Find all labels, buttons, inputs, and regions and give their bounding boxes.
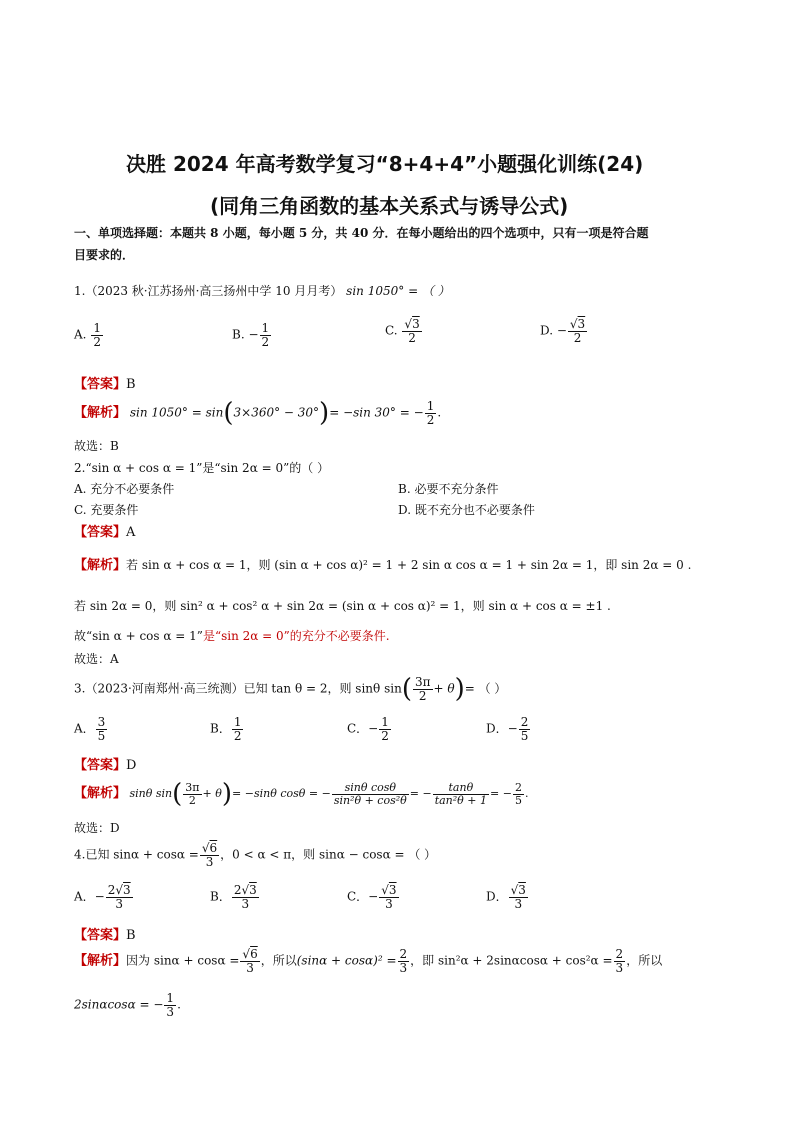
q3-answer: 【答案】D (74, 758, 137, 773)
q2-option-c: C. 充要条件 (74, 503, 139, 517)
q1-option-d: D. − $\frac{√3}{2}$ (540, 317, 586, 345)
section-heading-cont: 目要求的． (74, 248, 135, 262)
q1-option-b: B. − $\frac{1}{2}$ (232, 321, 270, 349)
q2-analysis-line-1: 【解析】若 sin α + cos α = 1，则 (sin α + cos α)² = 1 + 2 sin α cos α = 1 + sin 2α = 1，即 sin 2α = 0 . (74, 558, 692, 573)
q3-option-c: C．− $\frac{1}{2}$ (347, 715, 389, 743)
q4-option-d: D． $\frac{√3}{3}$ (486, 883, 526, 911)
title-line-1: 决胜 2024 年高考数学复习“8+4+4”小题强化训练(24) (126, 152, 644, 176)
q4-stem: 4.已知 sinα + cosα = $\frac{√6}{3}$ ，0 < α < π，则 sinα − cosα = （ ） (74, 841, 437, 869)
q1-stem: 1.（2023 秋·江苏扬州·高三扬州中学 10 月月考） sin 1050° = （ ） (74, 284, 450, 298)
q4-analysis-line-1: 【解析】因为 sinα + cosα = $\frac{√6}{3}$ ，所以(sinα + cosα)² = $\frac{2}{3}$ ，即 sin²α + 2sinαcosα + cos²α = $\frac{2}{3}$ ，所以 (74, 947, 663, 975)
q4-analysis-line-2: 2sinαcosα = − $\frac{1}{3}$ . (74, 991, 181, 1019)
q1-analysis: 【解析】 sin 1050° = sin(3×360° − 30°)= −sin 30° = − $\frac{1}{2}$ . (74, 398, 442, 428)
q2-analysis-line-3: 故“sin α + cos α = 1”是“sin 2α = 0”的充分不必要条件. (74, 629, 390, 643)
q4-option-a: A．− $\frac{2√3}{3}$ (74, 883, 131, 911)
q2-option-d: D. 既不充分也不必要条件 (398, 503, 535, 517)
title-line-2: (同角三角函数的基本关系式与诱导公式) (210, 194, 569, 218)
q1-option-a: A. $\frac{1}{2}$ (74, 321, 101, 349)
q2-choose: 故选：A (74, 652, 119, 666)
q2-option-a: A. 充分不必要条件 (74, 482, 175, 496)
q3-analysis: 【解析】 sinθ sin( $\frac{3\pi}{2}$ + θ)= −sinθ cosθ = − $\frac{\text{sinθ cosθ}}{\text{sin²θ + cos²θ}}$ = − $\frac{\tan\theta}{\text{tan²θ + 1}}$ = − $\frac{2}{5}$ . (74, 779, 529, 809)
q1-option-c: C. $\frac{√3}{2}$ (385, 317, 420, 345)
q1-choose: 故选：B (74, 439, 119, 453)
section-heading: 一、单项选择题：本题共 8 小题，每小题 5 分，共 40 分．在每小题给出的四个选项中，只有一项是符合题 (74, 226, 649, 240)
q4-option-c: C．− $\frac{√3}{3}$ (347, 883, 397, 911)
q2-option-b: B. 必要不充分条件 (398, 482, 499, 496)
q3-option-a: A． $\frac{3}{5}$ (74, 715, 106, 743)
q1-answer: 【答案】B (74, 377, 136, 392)
q3-choose: 故选：D (74, 821, 120, 835)
q3-stem: 3.（2023·河南郑州·高三统测）已知 tan θ = 2，则 sinθ sin( $\frac{3\pi}{2}$ + θ)= （ ） (74, 674, 507, 704)
q4-answer: 【答案】B (74, 928, 136, 943)
q4-option-b: B． $\frac{2√3}{3}$ (210, 883, 257, 911)
q2-stem: 2.“sin α + cos α = 1”是“sin 2α = 0”的（ ） (74, 461, 330, 475)
q2-answer: 【答案】A (74, 525, 136, 540)
q2-analysis-line-2: 若 sin 2α = 0，则 sin² α + cos² α + sin 2α = (sin α + cos α)² = 1，则 sin α + cos α = ±1 . (74, 599, 611, 613)
q3-option-d: D．− $\frac{2}{5}$ (486, 715, 529, 743)
q3-option-b: B． $\frac{1}{2}$ (210, 715, 242, 743)
